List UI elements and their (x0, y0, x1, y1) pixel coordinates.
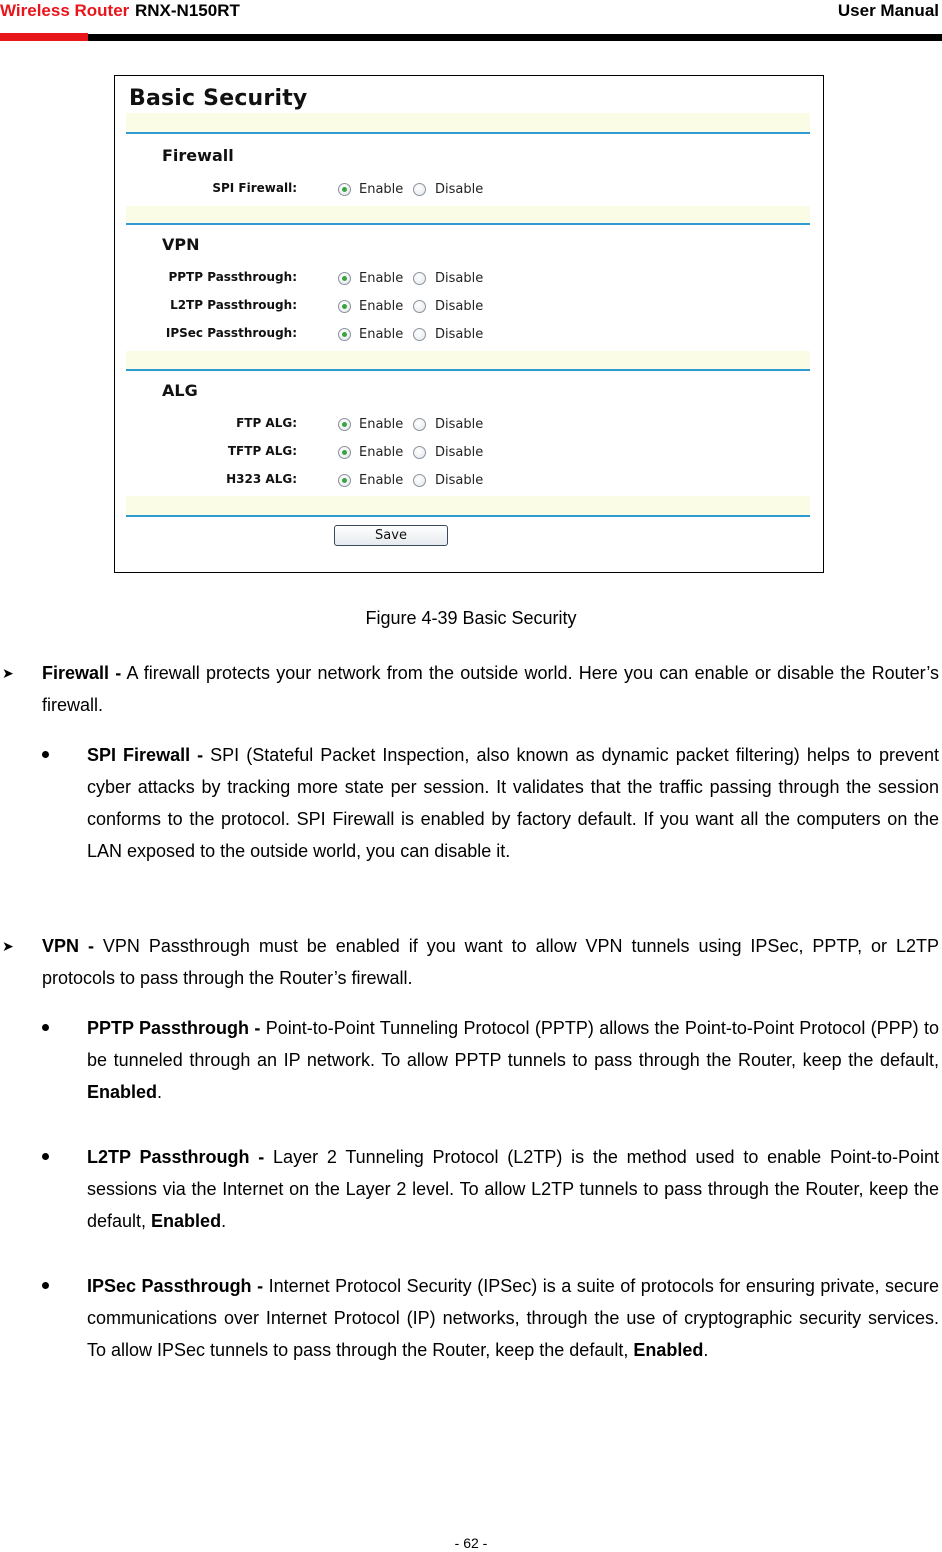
spi-firewall-enable-radio[interactable] (338, 183, 351, 196)
ipsec-end: . (703, 1340, 709, 1360)
tftp-alg-disable-radio[interactable] (413, 446, 426, 459)
ipsec-enable-radio[interactable] (338, 328, 351, 341)
header-brand: Wireless Router (0, 1, 130, 20)
pptp-end: . (157, 1082, 163, 1102)
page-header (0, 0, 942, 42)
row-ftp-alg (115, 414, 815, 434)
ftp-alg-enable-radio[interactable] (338, 418, 351, 431)
l2tp-end: . (221, 1211, 227, 1231)
spi-term: SPI Firewall - (87, 745, 204, 765)
save-button[interactable]: Save (334, 525, 448, 546)
section-title-alg: ALG (162, 381, 198, 400)
section-divider (126, 223, 810, 225)
h323-alg-enable-radio[interactable] (338, 474, 351, 487)
h323-alg-enable-label[interactable]: Enable (359, 473, 404, 488)
section-title-vpn: VPN (162, 235, 200, 254)
l2tp-enable-label[interactable]: Enable (359, 299, 404, 314)
page-number: - 62 - (454, 1535, 488, 1551)
l2tp-enable-radio[interactable] (338, 300, 351, 313)
ipsec-disable-radio[interactable] (413, 328, 426, 341)
ftp-alg-label: FTP ALG: (236, 416, 297, 430)
row-spi-firewall (115, 179, 815, 199)
vpn-term: VPN - (42, 936, 94, 956)
ipsec-disable-label[interactable]: Disable (435, 327, 484, 342)
h323-alg-label: H323 ALG: (226, 472, 297, 486)
tftp-alg-label: TFTP ALG: (227, 444, 297, 458)
section-divider (126, 369, 810, 371)
section-divider (126, 515, 810, 517)
l2tp-text: Layer 2 Tunneling Protocol (L2TP) is the method used to enable Point-to-Point sessions via the Internet on the Layer 2 level. To allow L2TP tunnels to pass through the Router, keep the default, (87, 1147, 939, 1231)
pptp-term: PPTP Passthrough - (87, 1018, 261, 1038)
bullet-dot-icon (42, 1153, 49, 1160)
header-manual-label: User Manual (837, 1, 939, 20)
l2tp-disable-radio[interactable] (413, 300, 426, 313)
section-title-firewall: Firewall (162, 146, 234, 165)
basic-security-screenshot (114, 75, 824, 573)
pptp-disable-label[interactable]: Disable (435, 271, 484, 286)
ipsec-text: Internet Protocol Security (IPSec) is a suite of protocols for ensuring private, secure communications over Internet Protocol (IP) networks, through the use of cryptographic security services. To allow IPSec tunnels to pass through the Router, keep the default, (87, 1276, 939, 1360)
tftp-alg-disable-label[interactable]: Disable (435, 445, 484, 460)
tftp-alg-enable-radio[interactable] (338, 446, 351, 459)
pptp-default: Enabled (87, 1082, 158, 1102)
spi-text: SPI (Stateful Packet Inspection, also known as dynamic packet filtering) helps to prevent cyber attacks by tracking more state per session. It validates that the traffic passing through the session conforms to the protocol. SPI Firewall is enabled by factory default. If you want all the computers on the LAN exposed to the outside world, you can disable it. (87, 745, 939, 861)
header-rule-red (0, 33, 88, 41)
spi-firewall-enable-label[interactable]: Enable (359, 182, 404, 197)
bullet-dot-icon (42, 1024, 49, 1031)
pptp-passthrough-label: PPTP Passthrough: (168, 270, 297, 284)
figure-caption: Figure 4-39 Basic Security (365, 608, 577, 628)
section-band (126, 351, 810, 369)
row-h323-alg (115, 470, 815, 490)
arrow-bullet-icon: ➤ (2, 938, 14, 954)
ipsec-term: IPSec Passthrough - (87, 1276, 264, 1296)
title-divider (126, 132, 810, 134)
l2tp-description (87, 1141, 939, 1237)
vpn-text: VPN Passthrough must be enabled if you want to allow VPN tunnels using IPSec, PPTP, or L2TP protocols to pass through the Router’s firewall. (42, 936, 939, 988)
ipsec-enable-label[interactable]: Enable (359, 327, 404, 342)
row-ipsec-passthrough (115, 324, 815, 344)
l2tp-term: L2TP Passthrough - (87, 1147, 265, 1167)
spi-firewall-disable-radio[interactable] (413, 183, 426, 196)
section-band (126, 206, 810, 223)
h323-alg-disable-radio[interactable] (413, 474, 426, 487)
spi-firewall-description (87, 739, 939, 867)
header-model: RNX-N150RT (135, 1, 240, 20)
ftp-alg-enable-label[interactable]: Enable (359, 417, 404, 432)
tftp-alg-enable-label[interactable]: Enable (359, 445, 404, 460)
ipsec-passthrough-label: IPSec Passthrough: (165, 326, 297, 340)
l2tp-disable-label[interactable]: Disable (435, 299, 484, 314)
pptp-disable-radio[interactable] (413, 272, 426, 285)
firewall-term: Firewall - (42, 663, 122, 683)
section-band (126, 496, 810, 515)
pptp-enable-radio[interactable] (338, 272, 351, 285)
spi-firewall-disable-label[interactable]: Disable (435, 182, 484, 197)
ipsec-default: Enabled (633, 1340, 704, 1360)
screenshot-title: Basic Security (129, 86, 308, 111)
spi-firewall-label: SPI Firewall: (212, 181, 297, 195)
pptp-text: Point-to-Point Tunneling Protocol (PPTP) allows the Point-to-Point Protocol (PPP) to be tunneled through an IP network. To allow PPTP tunnels to pass through the Router, keep the default, (87, 1018, 940, 1070)
bullet-dot-icon (42, 1282, 49, 1289)
firewall-text: A firewall protects your network from the outside world. Here you can enable or disable the Router’s firewall. (42, 663, 939, 715)
header-rule-black (88, 34, 942, 41)
pptp-enable-label[interactable]: Enable (359, 271, 404, 286)
firewall-description (42, 657, 939, 721)
ipsec-description (87, 1270, 939, 1366)
row-tftp-alg (115, 442, 815, 462)
vpn-description (42, 930, 939, 994)
h323-alg-disable-label[interactable]: Disable (435, 473, 484, 488)
l2tp-default: Enabled (151, 1211, 222, 1231)
l2tp-passthrough-label: L2TP Passthrough: (170, 298, 297, 312)
bullet-dot-icon (42, 751, 49, 758)
arrow-bullet-icon: ➤ (2, 665, 14, 681)
row-l2tp-passthrough (115, 296, 815, 316)
ftp-alg-disable-label[interactable]: Disable (435, 417, 484, 432)
pptp-description (87, 1012, 939, 1108)
row-pptp-passthrough (115, 268, 815, 288)
ftp-alg-disable-radio[interactable] (413, 418, 426, 431)
title-band (126, 113, 810, 132)
